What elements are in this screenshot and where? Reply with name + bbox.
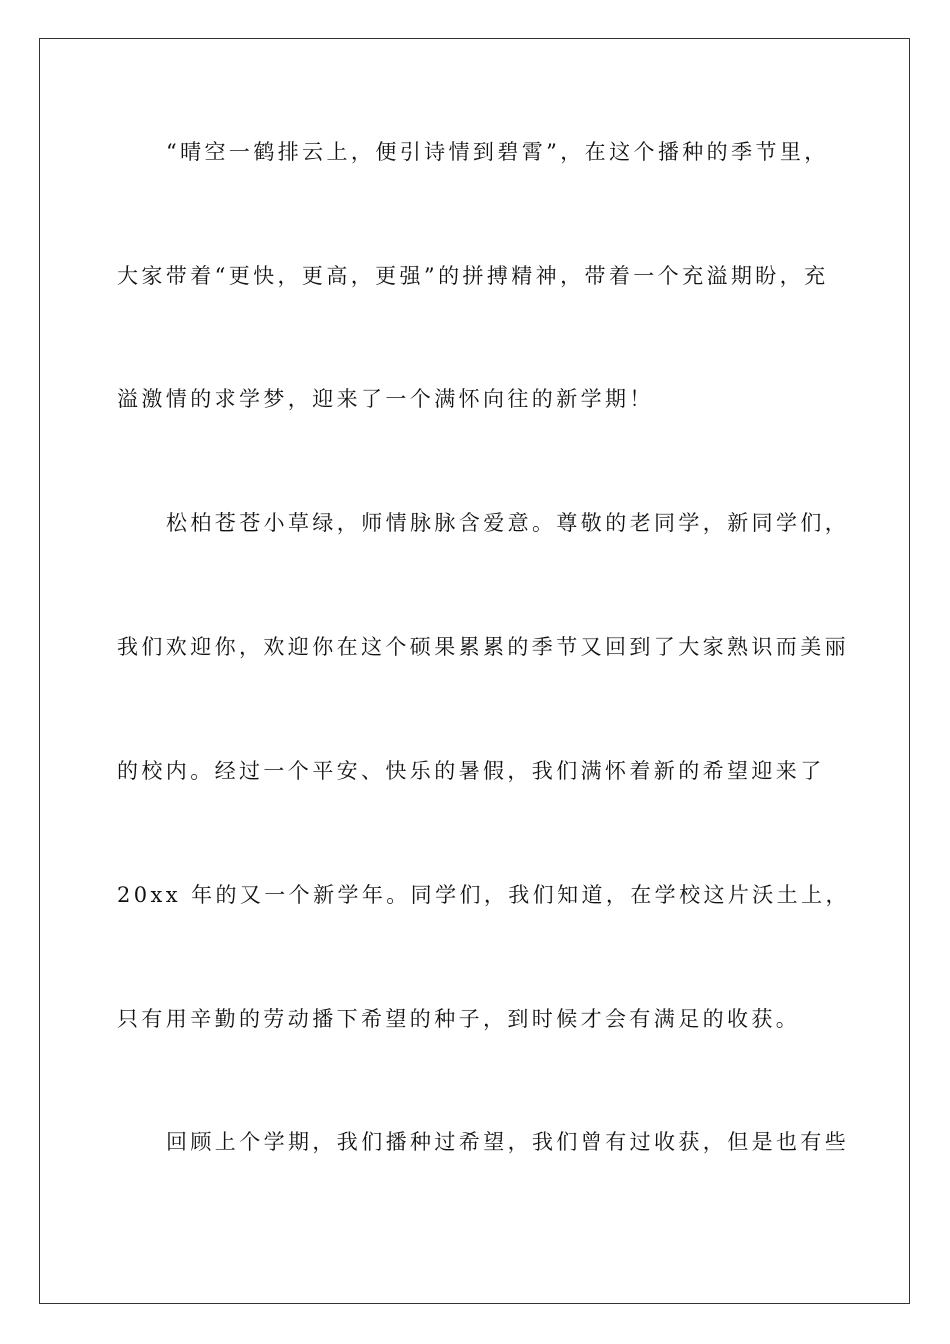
- page-border: [39, 38, 910, 1304]
- paragraph-line-2: 大家带着“更快，更高，更强”的拼搏精神，带着一个充溢期盼，充: [117, 264, 829, 288]
- paragraph-line-1: “晴空一鹤排云上，便引诗情到碧霄”，在这个播种的季节里，: [166, 140, 829, 164]
- paragraph-line-5: 我们欢迎你，欢迎你在这个硕果累累的季节又回到了大家熟识而美丽: [117, 635, 849, 659]
- paragraph-line-4: 松柏苍苍小草绿，师情脉脉含爱意。尊敬的老同学，新同学们，: [166, 511, 850, 535]
- paragraph-line-6: 的校内。经过一个平安、快乐的暑假，我们满怀着新的希望迎来了: [117, 759, 825, 783]
- paragraph-line-3: 溢激情的求学梦，迎来了一个满怀向往的新学期！: [117, 387, 654, 411]
- paragraph-line-9: 回顾上个学期，我们播种过希望，我们曾有过收获，但是也有些: [166, 1130, 850, 1154]
- paragraph-line-8: 只有用辛勤的劳动播下希望的种子，到时候才会有满足的收获。: [117, 1007, 801, 1031]
- paragraph-line-7: 20xx 年的又一个新学年。同学们，我们知道，在学校这片沃土上，: [117, 883, 850, 907]
